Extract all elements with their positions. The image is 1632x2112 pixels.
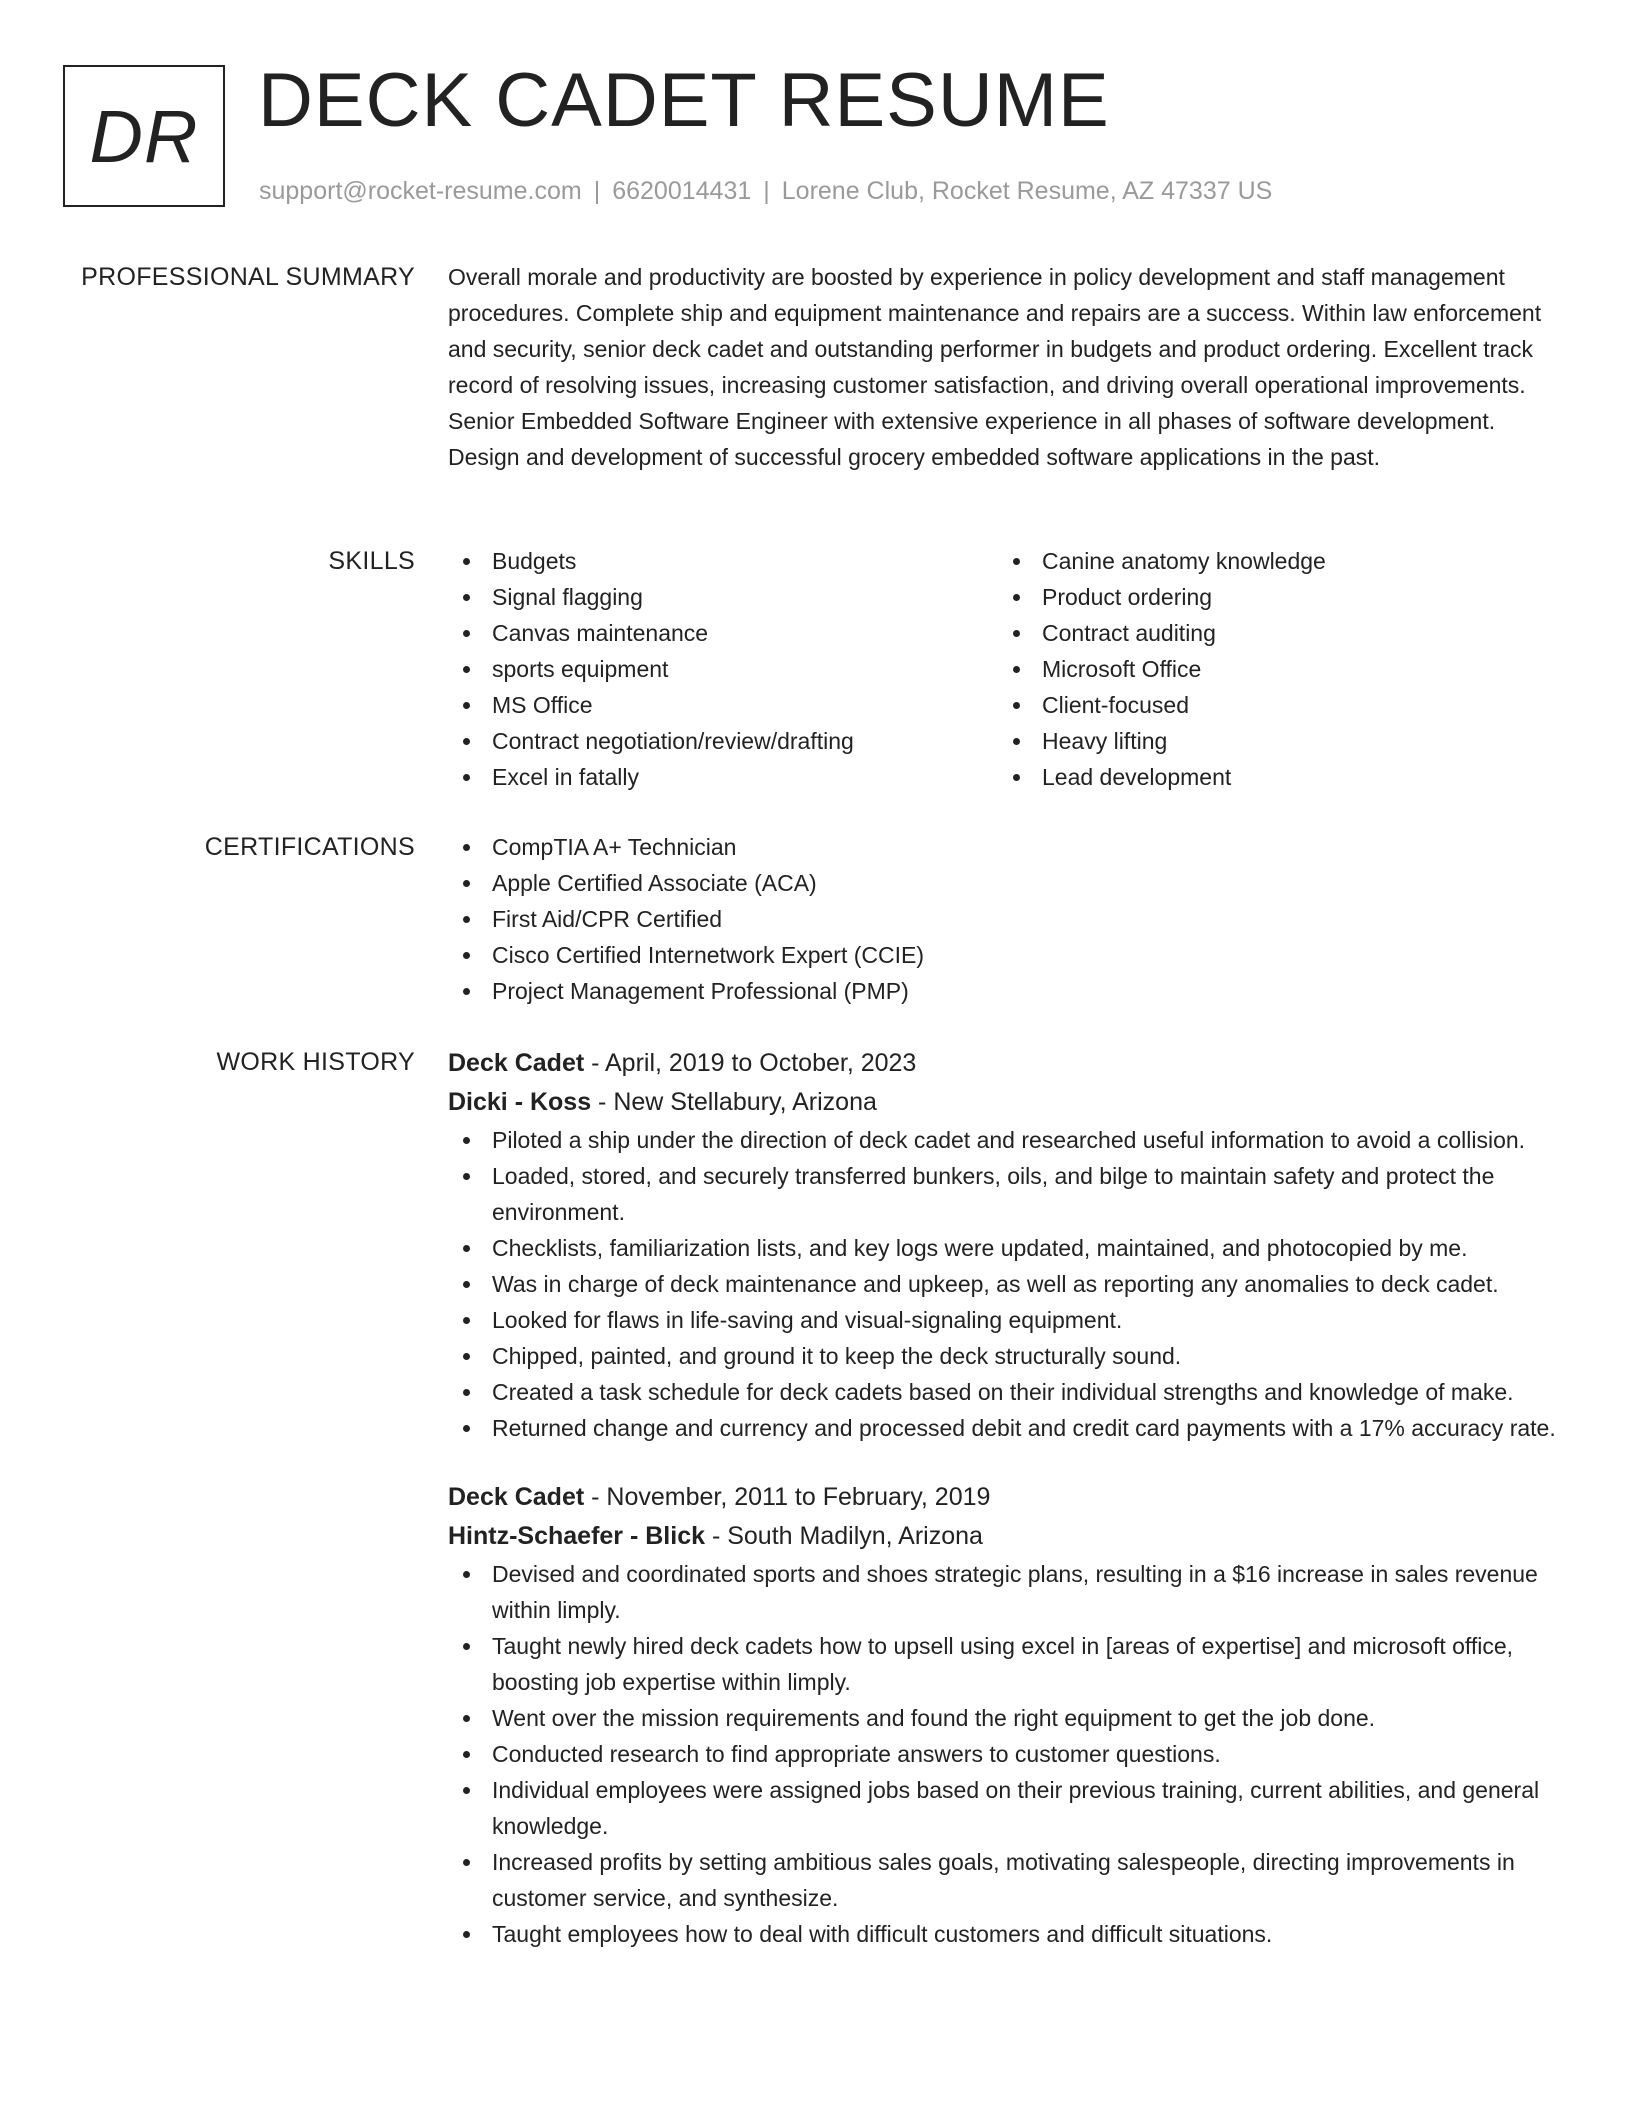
list-item: Loaded, stored, and securely transferred bunkers, oils, and bilge to maintain safety and protect the environment. <box>448 1158 1558 1230</box>
list-item: CompTIA A+ Technician <box>448 829 1558 865</box>
contact-separator: | <box>763 177 770 205</box>
section-label-certifications: CERTIFICATIONS <box>204 833 415 861</box>
contact-line <box>259 174 1272 208</box>
job-company: Dicki - Koss <box>448 1088 592 1116</box>
list-item: Checklists, familiarization lists, and key logs were updated, maintained, and photocopied by me. <box>448 1230 1558 1266</box>
list-item: Increased profits by setting ambitious sales goals, motivating salespeople, directing improvements in customer service, and synthesize. <box>448 1844 1558 1916</box>
certifications-body <box>448 829 1558 1009</box>
summary-body <box>448 259 1558 475</box>
job-entry <box>448 1478 1558 1952</box>
list-item: Created a task schedule for deck cadets based on their individual strengths and knowledge of make. <box>448 1374 1558 1410</box>
list-item: sports equipment <box>448 651 998 687</box>
job-dates: - April, 2019 to October, 2023 <box>584 1049 917 1077</box>
list-item: Taught newly hired deck cadets how to upsell using excel in [areas of expertise] and microsoft office, boosting job expertise within limply. <box>448 1628 1558 1700</box>
contact-address: Lorene Club, Rocket Resume, AZ 47337 US <box>781 177 1273 205</box>
job-bullet-list <box>448 1122 1558 1446</box>
summary-text: Overall morale and productivity are boosted by experience in policy development and staff management procedures. Complete ship and equipment maintenance and repairs are a success. Within law enforcement and security, senior deck cadet and outstanding performer in budgets and product ordering. Excellent track record of resolving issues, increasing customer satisfaction, and driving overall operational improvements. Senior Embedded Software Engineer with extensive experience in all phases of software development. Design and development of successful grocery embedded software applications in the past. <box>448 264 1542 470</box>
skills-list-left <box>448 543 998 795</box>
list-item: Devised and coordinated sports and shoes strategic plans, resulting in a $16 increase in sales revenue within limply. <box>448 1556 1558 1628</box>
skills-body <box>448 543 1558 795</box>
list-item: Heavy lifting <box>998 723 1548 759</box>
section-label-summary: PROFESSIONAL SUMMARY <box>81 263 415 291</box>
list-item: Individual employees were assigned jobs based on their previous training, current abilities, and general knowledge. <box>448 1772 1558 1844</box>
job-company: Hintz-Schaefer - Blick <box>448 1522 706 1550</box>
job-title-line <box>448 1044 1558 1083</box>
list-item: Canine anatomy knowledge <box>998 543 1548 579</box>
page-title: DECK CADET RESUME <box>258 58 1110 143</box>
list-item: Was in charge of deck maintenance and upkeep, as well as reporting any anomalies to deck cadet. <box>448 1266 1558 1302</box>
list-item: Taught employees how to deal with difficult customers and difficult situations. <box>448 1916 1558 1952</box>
certifications-list <box>448 829 1558 1009</box>
list-item: Contract auditing <box>998 615 1548 651</box>
list-item: Contract negotiation/review/drafting <box>448 723 998 759</box>
contact-email: support@rocket-resume.com <box>259 177 582 205</box>
list-item: Conducted research to find appropriate answers to customer questions. <box>448 1736 1558 1772</box>
job-location: - New Stellabury, Arizona <box>591 1088 877 1116</box>
list-item: Lead development <box>998 759 1548 795</box>
list-item: Excel in fatally <box>448 759 998 795</box>
monogram-logo: DR <box>63 65 225 207</box>
list-item: Client-focused <box>998 687 1548 723</box>
job-title-line <box>448 1478 1558 1517</box>
contact-separator: | <box>593 177 601 205</box>
list-item: Piloted a ship under the direction of deck cadet and researched useful information to avoid a collision. <box>448 1122 1558 1158</box>
list-item: Chipped, painted, and ground it to keep the deck structurally sound. <box>448 1338 1558 1374</box>
list-item: Cisco Certified Internetwork Expert (CCIE) <box>448 937 1558 973</box>
job-company-line <box>448 1083 1558 1122</box>
list-item: MS Office <box>448 687 998 723</box>
job-dates: - November, 2011 to February, 2019 <box>584 1483 991 1511</box>
list-item: Returned change and currency and processed debit and credit card payments with a 17% accuracy rate. <box>448 1410 1558 1446</box>
list-item: Budgets <box>448 543 998 579</box>
job-company-line <box>448 1517 1558 1556</box>
list-item: First Aid/CPR Certified <box>448 901 1558 937</box>
contact-phone: 6620014431 <box>612 177 752 205</box>
list-item: Went over the mission requirements and found the right equipment to get the job done. <box>448 1700 1558 1736</box>
job-title: Deck Cadet <box>448 1049 585 1077</box>
list-item: Product ordering <box>998 579 1548 615</box>
section-label-skills: SKILLS <box>328 547 415 575</box>
list-item: Signal flagging <box>448 579 998 615</box>
job-entry <box>448 1044 1558 1446</box>
job-bullet-list <box>448 1556 1558 1952</box>
work-history-body <box>448 1044 1558 1952</box>
list-item: Apple Certified Associate (ACA) <box>448 865 1558 901</box>
job-location: - South Madilyn, Arizona <box>705 1522 983 1550</box>
list-item: Microsoft Office <box>998 651 1548 687</box>
list-item: Canvas maintenance <box>448 615 998 651</box>
job-title: Deck Cadet <box>448 1483 585 1511</box>
list-item: Project Management Professional (PMP) <box>448 973 1558 1009</box>
skills-list-right <box>998 543 1548 795</box>
list-item: Looked for flaws in life-saving and visual-signaling equipment. <box>448 1302 1558 1338</box>
section-label-work-history: WORK HISTORY <box>216 1048 415 1076</box>
